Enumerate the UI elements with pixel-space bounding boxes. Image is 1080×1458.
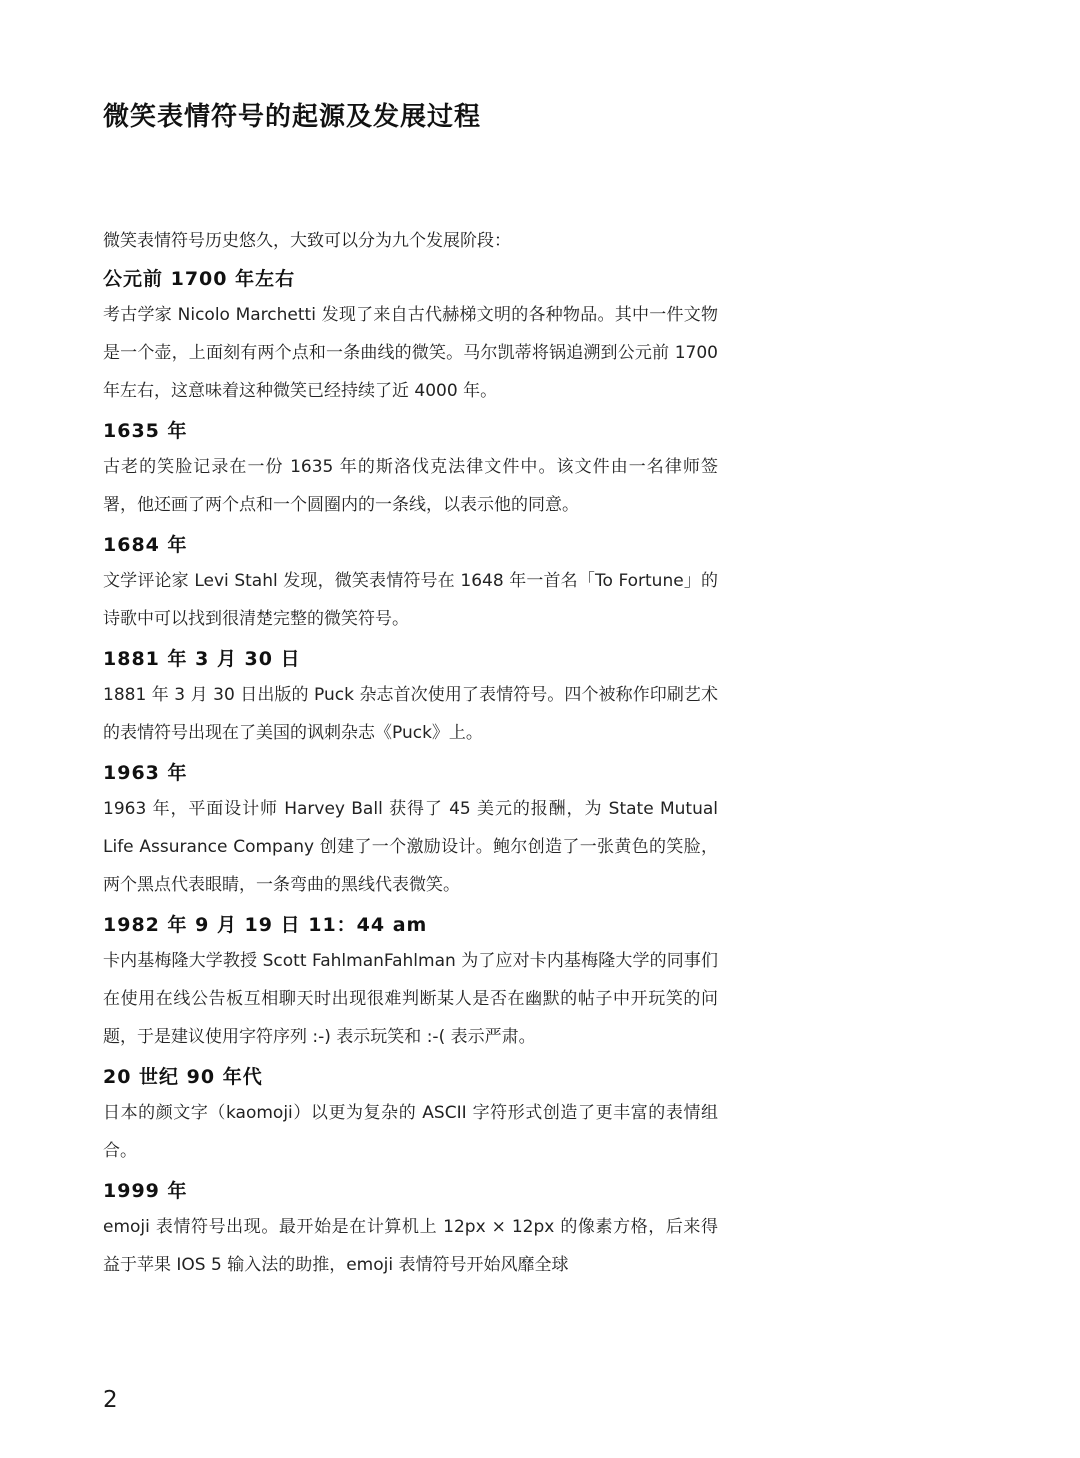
timeline-section <box>103 642 718 752</box>
section-text: 卡内基梅隆大学教授 Scott FahlmanFahlman 为了应对卡内基梅隆大学的同事们在使用在线公告板互相聊天时出现很难判断某人是否在幽默的帖子中开玩笑的问题，于是建议使用字符序列 :-) 表示玩笑和 :-( 表示严肃。 <box>103 951 718 1047</box>
section-text: 1963 年，平面设计师 Harvey Ball 获得了 45 美元的报酬，为 State Mutual Life Assurance Company 创建了一个激励设计。鲍尔创造了一张黄色的笑脸，两个黑点代表眼睛，一条弯曲的黑线代表微笑。 <box>103 799 718 895</box>
section-text: 文学评论家 Levi Stahl 发现，微笑表情符号在 1648 年一首名「To Fortune」的诗歌中可以找到很清楚完整的微笑符号。 <box>103 571 718 629</box>
timeline-section <box>103 908 718 1056</box>
timeline-section <box>103 528 718 638</box>
section-heading: 1684 年 <box>103 534 188 556</box>
section-text: emoji 表情符号出现。最开始是在计算机上 12px × 12px 的像素方格，后来得益于苹果 IOS 5 输入法的助推，emoji 表情符号开始风靡全球 <box>103 1217 718 1275</box>
section-text: 考古学家 Nicolo Marchetti 发现了来自古代赫梯文明的各种物品。其中一件文物是一个壶，上面刻有两个点和一条曲线的微笑。马尔凯蒂将锅追溯到公元前 1700 年左右，这意味着这种微笑已经持续了近 4000 年。 <box>103 305 718 401</box>
intro-text: 微笑表情符号历史悠久，大致可以分为九个发展阶段： <box>103 231 511 251</box>
section-text: 1881 年 3 月 30 日出版的 Puck 杂志首次使用了表情符号。四个被称作印刷艺术的表情符号出现在了美国的讽刺杂志《Puck》上。 <box>103 685 718 743</box>
timeline-section <box>103 414 718 524</box>
page-title: 微笑表情符号的起源及发展过程 <box>103 102 482 132</box>
timeline-section <box>103 1060 718 1170</box>
timeline-section <box>103 1174 718 1284</box>
section-text: 日本的颜文字（kaomoji）以更为复杂的 ASCII 字符形式创造了更丰富的表情组合。 <box>103 1103 718 1161</box>
section-heading: 1982 年 9 月 19 日 11：44 am <box>103 914 428 936</box>
timeline-section <box>103 756 718 904</box>
article-body <box>103 222 718 1288</box>
section-heading: 公元前 1700 年左右 <box>103 268 296 290</box>
section-text: 古老的笑脸记录在一份 1635 年的斯洛伐克法律文件中。该文件由一名律师签署，他还画了两个点和一个圆圈内的一条线，以表示他的同意。 <box>103 457 718 515</box>
section-heading: 1999 年 <box>103 1180 188 1202</box>
section-heading: 20 世纪 90 年代 <box>103 1066 263 1088</box>
section-heading: 1963 年 <box>103 762 188 784</box>
page-number: 2 <box>103 1387 118 1413</box>
section-heading: 1881 年 3 月 30 日 <box>103 648 301 670</box>
timeline-section <box>103 262 718 410</box>
section-heading: 1635 年 <box>103 420 188 442</box>
